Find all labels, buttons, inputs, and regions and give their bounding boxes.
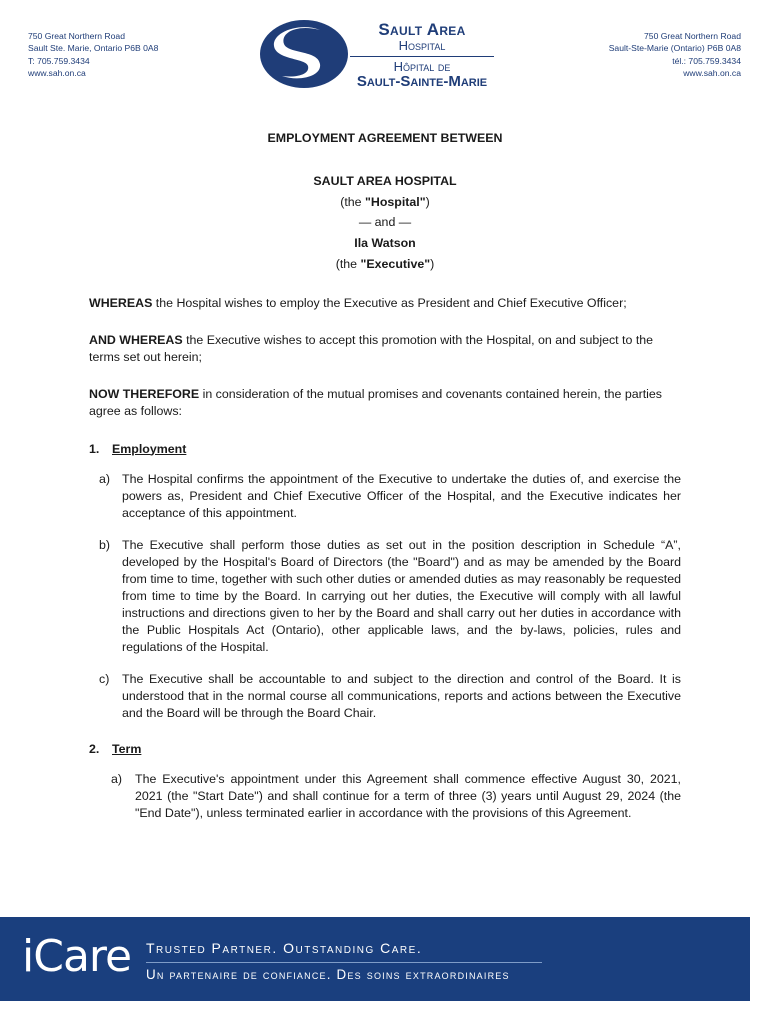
- phone-line: tél.: 705.759.3434: [672, 55, 741, 66]
- clause-marker: a): [111, 771, 123, 786]
- parties-block: [89, 171, 681, 275]
- recital-whereas: [89, 295, 681, 312]
- address-line: Sault Ste. Marie, Ontario P6B 0A8: [28, 43, 159, 54]
- icare-logo: iCare: [22, 931, 132, 982]
- recital-lead: WHEREAS: [89, 295, 153, 310]
- document-title: EMPLOYMENT AGREEMENT BETWEEN: [267, 131, 503, 145]
- address-line: 750 Great Northern Road: [644, 31, 741, 41]
- clause-marker: a): [99, 471, 111, 486]
- clause-marker: b): [99, 537, 111, 552]
- role-suffix: ): [425, 194, 430, 209]
- hospital-address-french: [609, 30, 741, 80]
- clause-item: [89, 671, 681, 722]
- section-title: Term: [112, 741, 142, 756]
- role-term: "Hospital": [365, 194, 426, 209]
- clause-text: The Executive's appointment under this Agreement shall commence effective August 30, 2021, 2021 (the "Start Date") and shall continue for a term of three (3) years until August 29, 2024 (the "End Date"), unless terminated earlier in accordance with the provisions of this Agreement.: [135, 771, 681, 820]
- logo-line-1: Sault Area: [378, 20, 466, 39]
- phone-line: T: 705.759.3434: [28, 55, 90, 66]
- party-hospital-role: [89, 192, 681, 213]
- clause-text: The Executive shall perform those duties as set out in the position description in Schedule “A”, developed by the Hospital's Board of Directors (the "Board") and as may be amended by the Board from time to time, together with such other duties or amended duties as may reasonably be requested from time to time by the Board. In carrying out her duties, the Executive will comply with all lawful instructions and directions given to her by the Board and shall carry out her duties in accordance with the Public Hospitals Act (Ontario), other applicable laws, and the by-laws, policies, rules and regulations of the Hospital.: [122, 537, 681, 654]
- hospital-address-english: [28, 30, 158, 80]
- role-prefix: (the: [335, 256, 361, 271]
- agreement-body: [89, 130, 681, 822]
- address-line: 750 Great Northern Road: [28, 31, 125, 41]
- recital-now-therefore: [89, 386, 681, 420]
- tagline-divider: [146, 962, 542, 963]
- logo-line-2: Hospital: [398, 38, 446, 53]
- section-heading-term: [89, 741, 681, 758]
- section-heading-employment: [89, 441, 681, 458]
- hospital-logo: [258, 18, 498, 90]
- clause-text: The Executive shall be accountable to and subject to the direction and control of the Board. It is understood that in the normal course all communications, reports and actions between the Executive and the Board will be through the Board Chair.: [122, 671, 681, 720]
- section-title: Employment: [112, 441, 187, 456]
- section-number: 1.: [89, 441, 100, 456]
- party-executive: Ila Watson: [354, 236, 416, 251]
- tagline-english: Trusted Partner. Outstanding Care.: [146, 940, 423, 956]
- logo-line-3: Hôpital de: [393, 59, 451, 74]
- recital-and-whereas: [89, 332, 681, 366]
- parties-conjunction: — and —: [358, 215, 412, 230]
- party-executive-role: [89, 254, 681, 275]
- clause-text: The Hospital confirms the appointment of the Executive to undertake the duties of, and exercise the powers as, President and Chief Executive Officer of the Hospital, and the Executive indicates her acceptance of this appointment.: [122, 471, 681, 520]
- footer-banner: [0, 917, 750, 1001]
- recital-text: the Executive wishes to accept this promotion with the Hospital, on and subject to the terms set out herein;: [89, 332, 654, 364]
- website-line: www.sah.on.ca: [683, 68, 741, 79]
- recital-text: in consideration of the mutual promises and covenants contained herein, the parties agree as follows:: [89, 386, 663, 418]
- role-suffix: ): [430, 256, 435, 271]
- logo-divider: [350, 56, 494, 57]
- section-term-items: [89, 771, 681, 822]
- role-term: "Executive": [360, 256, 431, 271]
- logo-wordmark: [346, 18, 498, 89]
- address-line: Sault-Ste-Marie (Ontario) P6B 0A8: [608, 43, 741, 54]
- recital-lead: NOW THEREFORE: [89, 386, 200, 401]
- section-number: 2.: [89, 741, 100, 756]
- s-swoosh-icon: [258, 18, 350, 90]
- clause-item: [89, 771, 681, 822]
- website-line: www.sah.on.ca: [28, 68, 86, 79]
- clause-marker: c): [99, 671, 110, 686]
- section-employment-items: [89, 471, 681, 722]
- recital-lead: AND WHEREAS: [89, 332, 183, 347]
- recital-text: the Hospital wishes to employ the Executive as President and Chief Executive Officer;: [152, 295, 627, 310]
- role-prefix: (the: [340, 194, 365, 209]
- clause-item: [89, 537, 681, 656]
- clause-item: [89, 471, 681, 522]
- party-hospital: SAULT AREA HOSPITAL: [313, 174, 457, 188]
- tagline-french: Un partenaire de confiance. Des soins extraordinaires: [146, 967, 510, 982]
- logo-line-4: Sault-Sainte-Marie: [356, 73, 488, 90]
